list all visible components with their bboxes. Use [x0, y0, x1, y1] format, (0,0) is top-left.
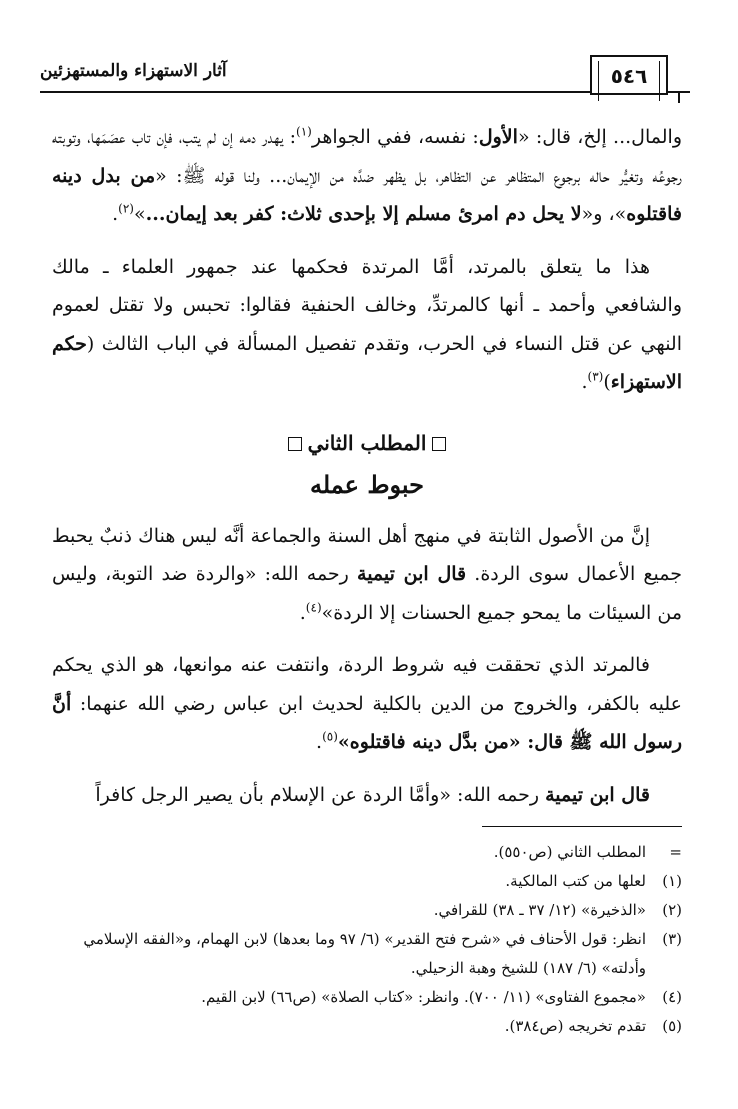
- footnote-item: (٣) انظر: قول الأحناف في «شرح فتح القدير» (٦/ ٩٧ وما بعدها) لابن الهمام، و«الفقه الإسلامي وأدلته» (٦/ ١٨٧) للشيخ وهبة الزحيلي.: [83, 930, 682, 977]
- footnote-ref-2: (٢): [118, 201, 134, 216]
- running-header: [40, 55, 690, 100]
- footnote-item: = المطلب الثاني (ص٥٥٠).: [493, 843, 682, 861]
- footnotes: [52, 838, 682, 1041]
- footnote-ref-1: (١): [296, 124, 312, 139]
- main-text: [52, 118, 682, 828]
- footnote-ref-4: (٤): [305, 600, 322, 615]
- header-ornament-vertical: [678, 91, 680, 103]
- footnote-separator: [482, 826, 682, 827]
- square-ornament-right: [432, 437, 446, 451]
- paragraph-2: هذا ما يتعلق بالمرتد، أمَّا المرتدة فحكمها عند جمهور العلماء ـ مالك والشافعي وأحمد ـ أنها كالمرتدِّ، وخالف الحنفية فقالوا: تحبس ولا تقتل لعموم النهي عن قتل النساء في الحرب، وتقدم تفصيل المسألة في الباب الثالث (حكم الاستهزاء)$^{(٣)}$.: [52, 255, 682, 393]
- footnote-item: (١) لعلها من كتب المالكية.: [505, 872, 682, 890]
- paragraph-5: قال ابن تيمية رحمه الله: «وأمَّا الردة عن الإسلام بأن يصير الرجل كافراً: [95, 783, 650, 806]
- header-title: آثار الاستهزاء والمستهزئين: [40, 61, 227, 81]
- page-number: ٥٤٦: [590, 55, 668, 95]
- paragraph-1: والمال... إلخ، قال: «الأول: نفسه، ففي الجواهر$^{(١)}$: يهدر دمه إن لم يتب، فإن تاب عصَمَها، وتوبته رجوعُه وتغيُّر حاله برجوع المتظاهر عن التظاهر، بل يظهر ضدَّه من الإيمان... ولنا قوله ﷺ: «من بدل دينه فاقتلوه»، و«لا يحل دم امرئ مسلم إلا بإحدى ثلاث: كفر بعد إيمان...»$^{(٢)}$.: [52, 124, 683, 225]
- footnote-item: (٤) «مجموع الفتاوى» (١١/ ٧٠٠). وانظر: «كتاب الصلاة» (ص٦٦) لابن القيم.: [201, 988, 682, 1006]
- paragraph-4: فالمرتد الذي تحققت فيه شروط الردة، وانتفت عنه موانعها، هو الذي يحكم عليه بالكفر، والخروج من الدين بالكلية لحديث ابن عباس رضي الله عنهما: أنَّ رسول الله ﷺ قال: «من بدَّل دينه فاقتلوه»$^{(٥)}$.: [52, 654, 682, 753]
- footnote-ref-3: (٣): [587, 369, 604, 384]
- square-ornament-left: [288, 437, 302, 451]
- section-label: المطلب الثاني: [52, 424, 682, 463]
- footnote-item: (٢) «الذخيرة» (١٢/ ٣٧ ـ ٣٨) للقرافي.: [433, 901, 682, 919]
- footnote-item: (٥) تقدم تخريجه (ص٣٨٤).: [504, 1017, 682, 1035]
- paragraph-3: إنَّ من الأصول الثابتة في منهج أهل السنة والجماعة أنَّه ليس هناك ذنبٌ يحبط جميع الأعمال سوى الردة. قال ابن تيمية رحمه الله: «والردة ضد التوبة، وليس من السيئات ما يمحو جميع الحسنات إلا الردة»$^{(٤)}$.: [52, 524, 682, 624]
- header-rule: [40, 91, 590, 93]
- section-title: حبوط عمله: [309, 470, 425, 499]
- footnote-ref-5: (٥): [322, 729, 338, 744]
